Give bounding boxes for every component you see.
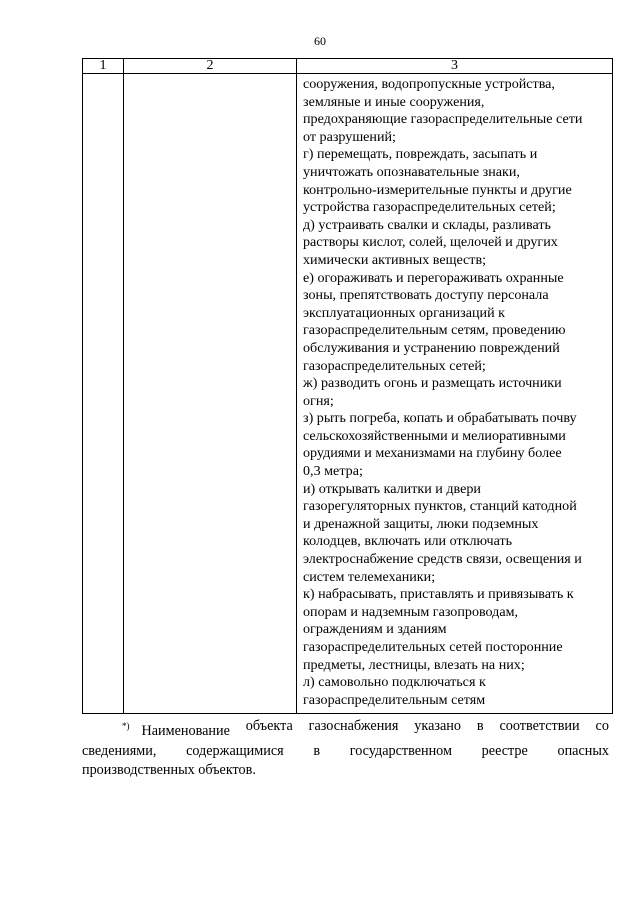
text-line: от разрушений;	[303, 128, 396, 145]
text-line: земляные и иные сооружения,	[303, 93, 485, 110]
table-cell-col1	[83, 74, 124, 714]
text-line: газораспределительных сетей посторонние	[303, 639, 563, 655]
text-line: уничтожать опознавательные знаки,	[303, 163, 520, 180]
footnote-line-2	[82, 742, 609, 762]
column-header-1: 1	[83, 59, 124, 74]
footnote-word: объекта	[245, 718, 293, 734]
table-header-row	[83, 59, 613, 74]
text-line: з) рыть погреба, копать и обрабатывать почву	[303, 410, 577, 427]
page-number: 60	[314, 34, 326, 48]
footnote-word: указано	[414, 718, 461, 734]
footnote	[82, 717, 609, 781]
footnote-word: содержащимися	[186, 742, 284, 759]
footnote-word: реестре	[481, 742, 528, 759]
text-line: обслуживания и устранению повреждений	[303, 339, 560, 356]
text-line: огня;	[303, 392, 334, 409]
column-header-2: 2	[124, 59, 297, 74]
content-table	[82, 58, 613, 714]
text-line: ж) разводить огонь и размещать источники	[303, 375, 562, 392]
text-line: эксплуатационных организаций к	[303, 304, 506, 321]
footnote-word: в	[476, 718, 484, 734]
text-line: ограждениям и зданиям	[303, 621, 447, 638]
text-line: к) набрасывать, приставлять и привязывать к	[303, 586, 574, 603]
footnote-word: опасных	[557, 742, 609, 759]
text-line: орудиями и механизмами на глубину более	[303, 445, 562, 462]
text-line: растворы кислот, солей, щелочей и других	[303, 234, 558, 251]
text-line: газораспределительным сетям	[303, 691, 486, 708]
table-cell-col2	[124, 74, 297, 714]
footnote-word: в	[313, 742, 321, 759]
footnote-word-text: Наименование	[141, 723, 230, 739]
table-row	[83, 74, 613, 714]
text-line: систем телемеханики;	[303, 568, 436, 585]
text-line: е) огораживать и перегораживать охранные	[303, 269, 564, 286]
footnote-word: государственном	[349, 742, 452, 759]
text-line: г) перемещать, повреждать, засыпать и	[303, 146, 538, 163]
text-line: химически активных веществ;	[303, 251, 487, 268]
text-line: предметы, лестницы, влезать на них;	[303, 656, 525, 673]
footnote-word: сведениями,	[82, 742, 157, 759]
footnote-mark: *)	[122, 721, 130, 731]
text-line: 0,3 метра;	[303, 463, 363, 480]
text-line: сельскохозяйственными и мелиоративными	[303, 427, 566, 444]
text-line: сооружения, водопропускные устройства,	[303, 76, 555, 92]
text-line: газораспределительным сетям, проведению	[303, 322, 566, 339]
text-line: и дренажной защиты, люки подземных	[303, 515, 539, 532]
text-line: опорам и надземным газопроводам,	[303, 603, 519, 620]
text-line: д) устраивать свалки и склады, разливать	[303, 216, 551, 233]
column-header-3: 3	[297, 59, 613, 74]
text-line: л) самовольно подключаться к	[303, 674, 486, 691]
text-line: электроснабжение средств связи, освещения и	[303, 551, 582, 568]
text-line: устройства газораспределительных сетей;	[303, 199, 556, 216]
text-line: контрольно-измерительные пункты и другие	[303, 181, 572, 198]
footnote-line-1	[82, 717, 609, 742]
footnote-word: соответствии	[499, 718, 580, 734]
text-line: предохраняющие газораспределительные сети	[303, 111, 583, 128]
footnote-word: газоснабжения	[308, 718, 399, 734]
text-line: газорегуляторных пунктов, станций катодной	[303, 498, 577, 515]
footnote-word-1	[122, 717, 230, 742]
text-line: газораспределительных сетей;	[303, 357, 486, 374]
table-cell-col3	[297, 74, 613, 714]
text-line: и) открывать калитки и двери	[303, 480, 481, 497]
footnote-word: со	[595, 718, 609, 734]
footnote-line-3: производственных объектов.	[82, 762, 256, 778]
text-line: колодцев, включать или отключать	[303, 533, 513, 550]
text-line: зоны, препятствовать доступу персонала	[303, 287, 549, 304]
